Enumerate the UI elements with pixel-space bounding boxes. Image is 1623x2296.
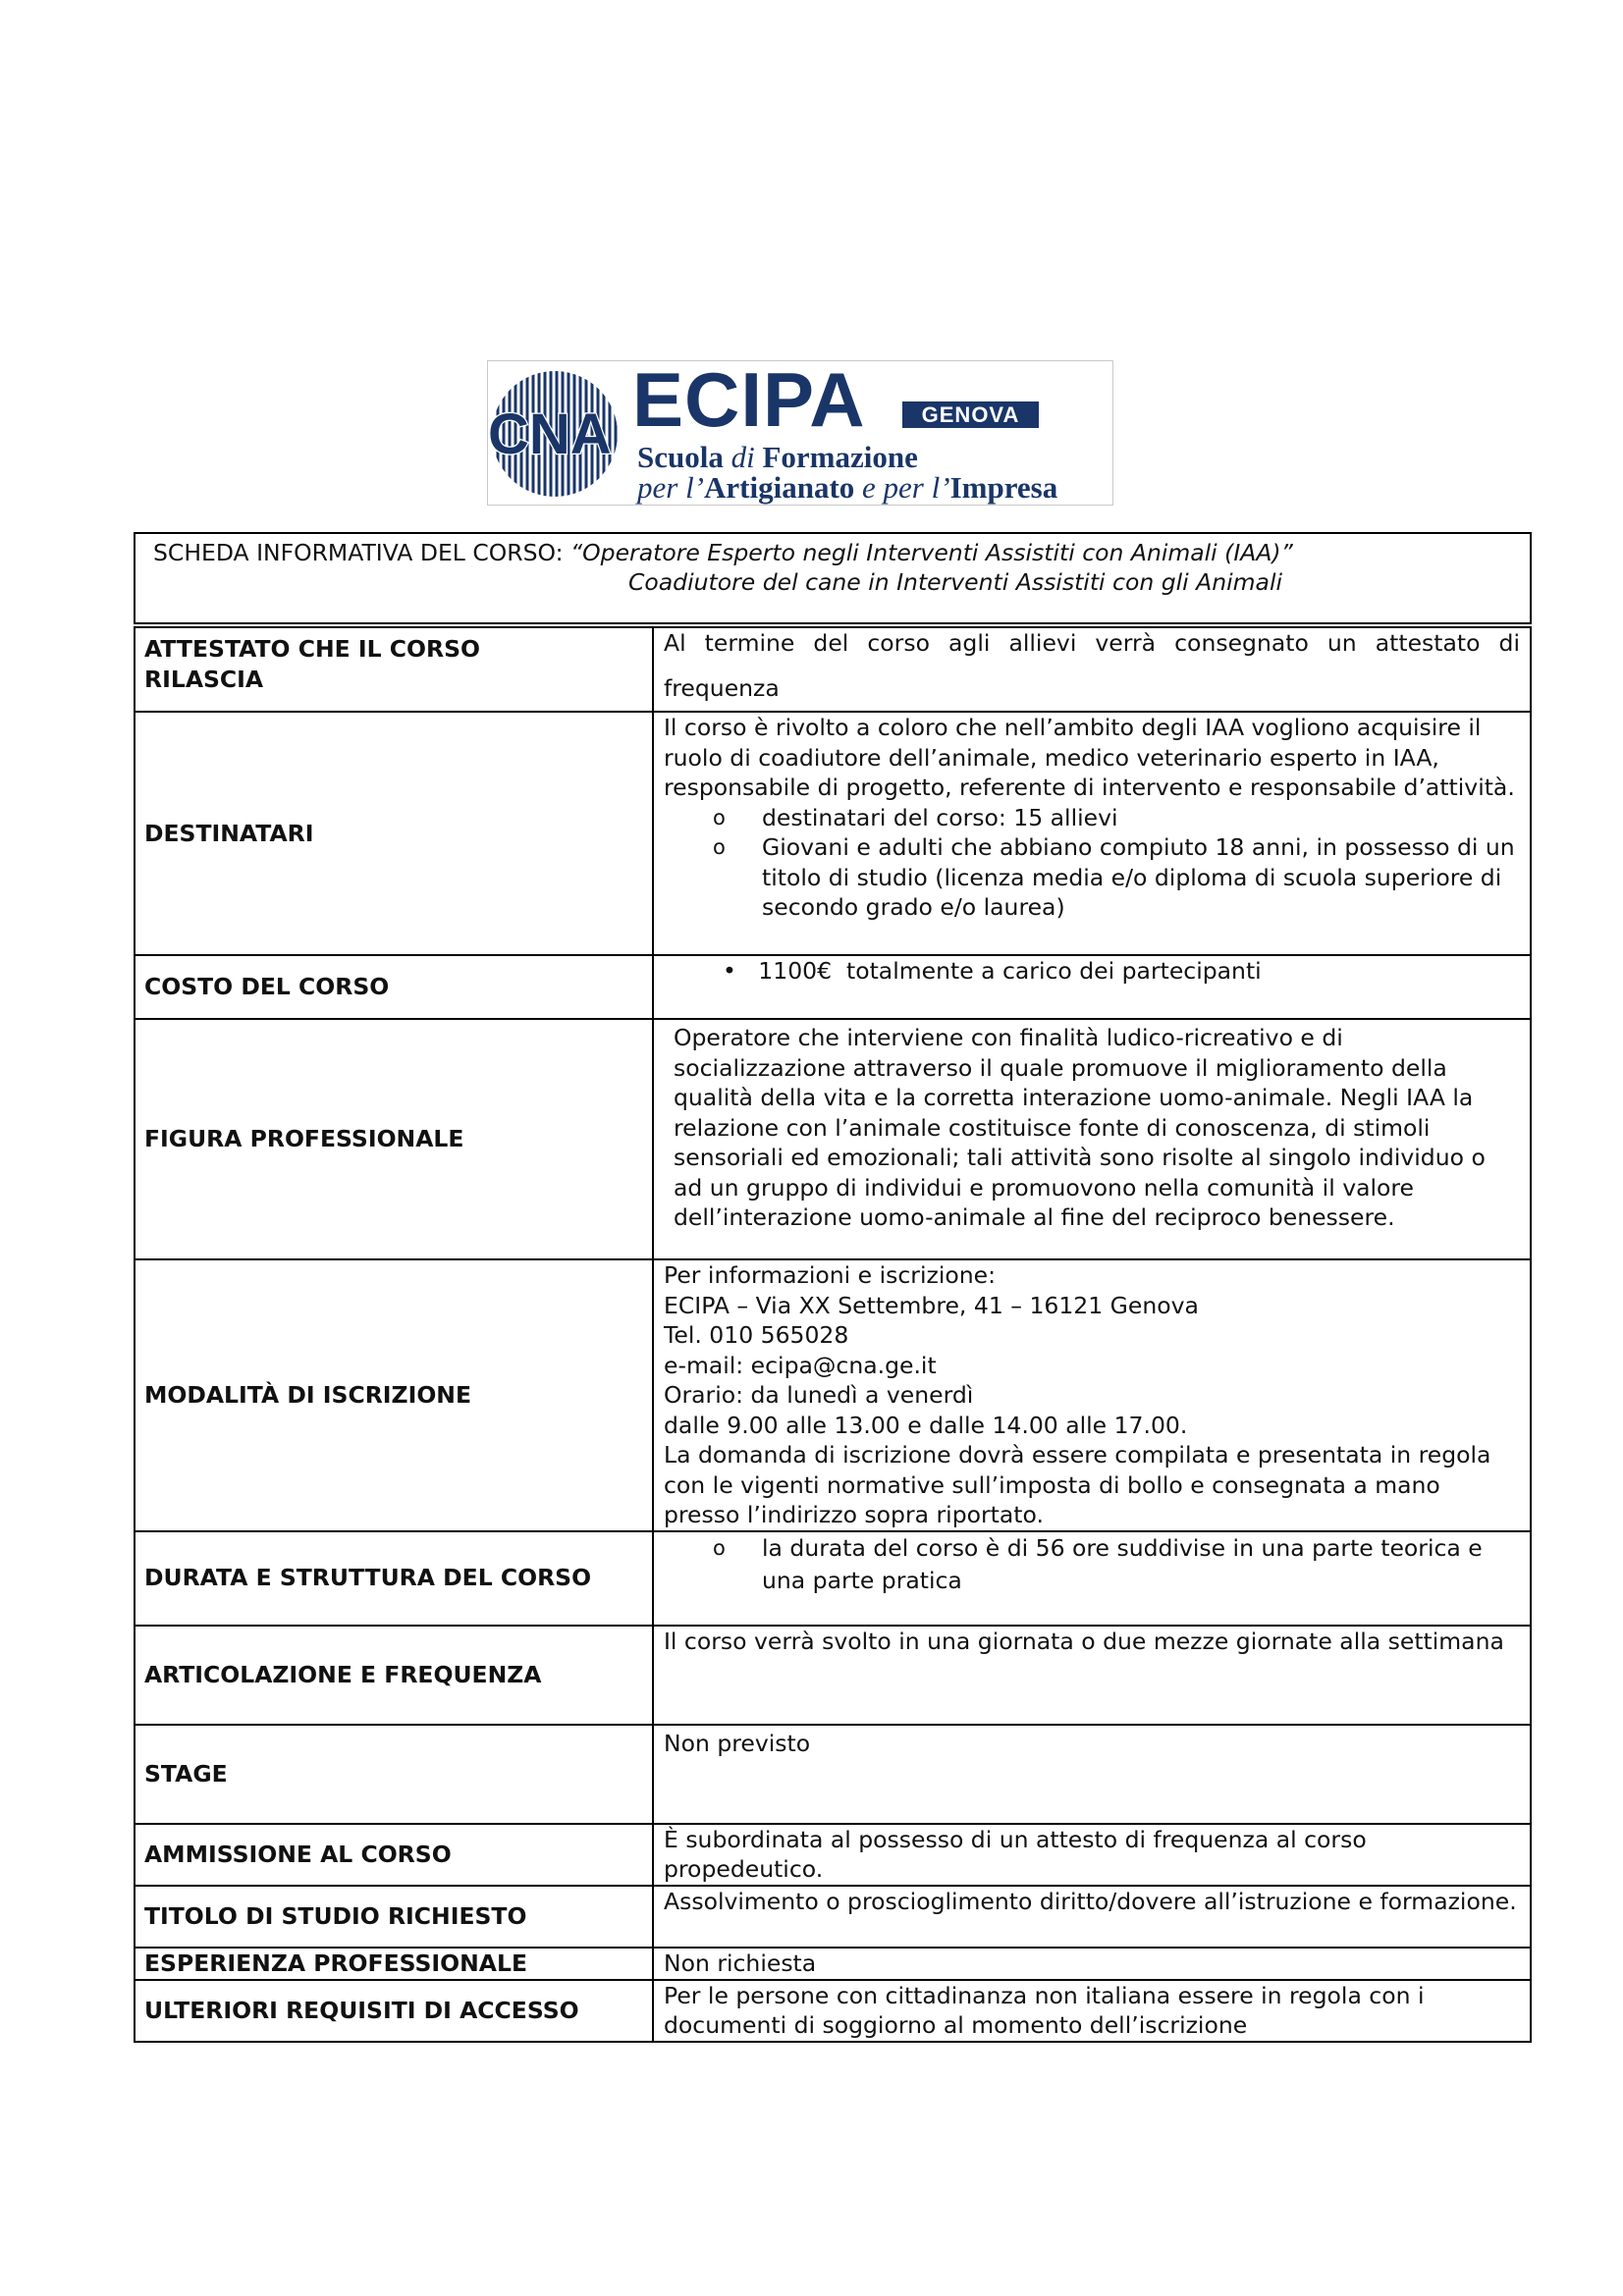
list-item: o la durata del corso è di 56 ore suddivise in una parte teorica e una parte pratica xyxy=(664,1532,1520,1597)
row-value xyxy=(653,1259,1531,1531)
durata-list xyxy=(664,1532,1520,1597)
ecipa-logo xyxy=(487,356,1113,506)
cna-globe-icon xyxy=(488,361,635,507)
table-row-durata xyxy=(135,1531,1531,1626)
list-item: o destinatari del corso: 15 allievi xyxy=(664,803,1520,833)
course-subtitle: Coadiutore del cane in Interventi Assistiti con gli Animali xyxy=(628,568,1282,596)
cna-monogram: CNA xyxy=(488,402,612,466)
logo-city-badge: GENOVA xyxy=(902,401,1039,428)
row-label: STAGE xyxy=(135,1725,653,1824)
row-label: ESPERIENZA PROFESSIONALE xyxy=(135,1948,653,1980)
row-label: TITOLO DI STUDIO RICHIESTO xyxy=(135,1886,653,1948)
table-row-figura xyxy=(135,1019,1531,1259)
requisiti-text: Per le persone con cittadinanza non italiana essere in regola con i documenti di soggiorno al momento dell’iscrizione xyxy=(664,1981,1425,2039)
row-value xyxy=(653,955,1531,1019)
table-row-modalita xyxy=(135,1259,1531,1531)
table-row-articolazione xyxy=(135,1626,1531,1725)
row-value xyxy=(653,627,1531,712)
bullet-icon: • xyxy=(723,957,736,985)
logo-brand: ECIPA xyxy=(632,356,866,443)
row-label: FIGURA PROFESSIONALE xyxy=(135,1019,653,1259)
row-label: AMMISSIONE AL CORSO xyxy=(135,1824,653,1886)
titolo-text: Assolvimento o proscioglimento diritto/dovere all’istruzione e formazione. xyxy=(664,1887,1517,1915)
row-value xyxy=(653,1948,1531,1980)
stage-text: Non previsto xyxy=(664,1729,811,1757)
course-header-line xyxy=(153,538,1293,567)
course-header xyxy=(134,532,1532,624)
destinatari-list xyxy=(664,803,1520,923)
row-value xyxy=(653,1019,1531,1259)
articolazione-text: Il corso verrà svolto in una giornata o due mezze giornate alla settimana xyxy=(664,1627,1504,1655)
row-value xyxy=(653,1626,1531,1725)
table-row-esperienza xyxy=(135,1948,1531,1980)
row-label: ULTERIORI REQUISITI DI ACCESSO xyxy=(135,1980,653,2042)
costo-text: 1100€ totalmente a carico dei partecipanti xyxy=(758,957,1262,985)
table-row-attestato xyxy=(135,627,1531,712)
table-row-requisiti xyxy=(135,1980,1531,2042)
logo-tagline-2: per l’Artigianato e per l’Impresa xyxy=(637,470,1058,505)
logo-tagline-1: Scuola di Formazione xyxy=(637,440,918,474)
row-label: DURATA E STRUTTURA DEL CORSO xyxy=(135,1531,653,1626)
figura-text: Operatore che interviene con finalità ludico-ricreativo e di socializzazione attraverso il quale promuove il miglioramento della qualità della vita e la corretta interazione uomo-animale. Negli IAA la relazione con l’animale costituisce fonte di conoscenza, di stimoli sensoriali ed emozionali; tali attività sono risolte al singolo individuo o ad un gruppo di individui e promuovono nella comunità il valore dell’interazione uomo-animale al fine del reciproco benessere. xyxy=(674,1024,1486,1231)
destinatari-intro: Il corso è rivolto a coloro che nell’ambito degli IAA vogliono acquisire il ruolo di coadiutore dell’animale, medico veterinario esperto in IAA, responsabile di progetto, referente di intervento e responsabile d’attività. xyxy=(664,714,1515,801)
row-value xyxy=(653,1531,1531,1626)
header-prefix: SCHEDA INFORMATIVA DEL CORSO: xyxy=(153,539,570,566)
row-label: ARTICOLAZIONE E FREQUENZA xyxy=(135,1626,653,1725)
table-row-titolo xyxy=(135,1886,1531,1948)
row-value xyxy=(653,1824,1531,1886)
table-row-costo xyxy=(135,955,1531,1019)
table-row-ammissione xyxy=(135,1824,1531,1886)
row-value xyxy=(653,712,1531,955)
attestato-text: Al termine del corso agli allievi verrà consegnato un attestato di frequenza xyxy=(664,629,1520,702)
row-value xyxy=(653,1725,1531,1824)
row-value xyxy=(653,1886,1531,1948)
table-row-stage xyxy=(135,1725,1531,1824)
modalita-line: e-mail: ecipa@cna.ge.it xyxy=(664,1351,937,1379)
modalita-note: La domanda di iscrizione dovrà essere compilata e presentata in regola con le vigenti normative sull’imposta di bollo e consegnata a mano presso l’indirizzo sopra riportato. xyxy=(664,1441,1491,1528)
row-label: COSTO DEL CORSO xyxy=(135,955,653,1019)
modalita-line: dalle 9.00 alle 13.00 e dalle 14.00 alle 17.00. xyxy=(664,1411,1188,1439)
ammissione-text: È subordinata al possesso di un attesto di frequenza al corso propedeutico. xyxy=(664,1825,1367,1883)
row-label: DESTINATARI xyxy=(135,712,653,955)
row-value xyxy=(653,1980,1531,2042)
modalita-line: Per informazioni e iscrizione: xyxy=(664,1261,996,1289)
list-item: o Giovani e adulti che abbiano compiuto 18 anni, in possesso di un titolo di studio (licenza media e/o diploma di scuola superiore di secondo grado e/o laurea) xyxy=(664,832,1520,923)
row-label-line: ATTESTATO CHE IL CORSO xyxy=(144,635,480,663)
course-title: “Operatore Esperto negli Interventi Assistiti con Animali (IAA)” xyxy=(570,539,1293,566)
row-label: MODALITÀ DI ISCRIZIONE xyxy=(135,1259,653,1531)
row-label xyxy=(135,627,653,712)
esperienza-text: Non richiesta xyxy=(664,1949,817,1977)
row-label-line: RILASCIA xyxy=(144,665,264,693)
modalita-line: ECIPA – Via XX Settembre, 41 – 16121 Genova xyxy=(664,1291,1199,1319)
modalita-line: Orario: da lunedì a venerdì xyxy=(664,1381,974,1409)
modalita-line: Tel. 010 565028 xyxy=(664,1321,849,1349)
costo-item xyxy=(664,956,1520,987)
table-row-destinatari xyxy=(135,712,1531,955)
course-info-table xyxy=(134,626,1532,2043)
